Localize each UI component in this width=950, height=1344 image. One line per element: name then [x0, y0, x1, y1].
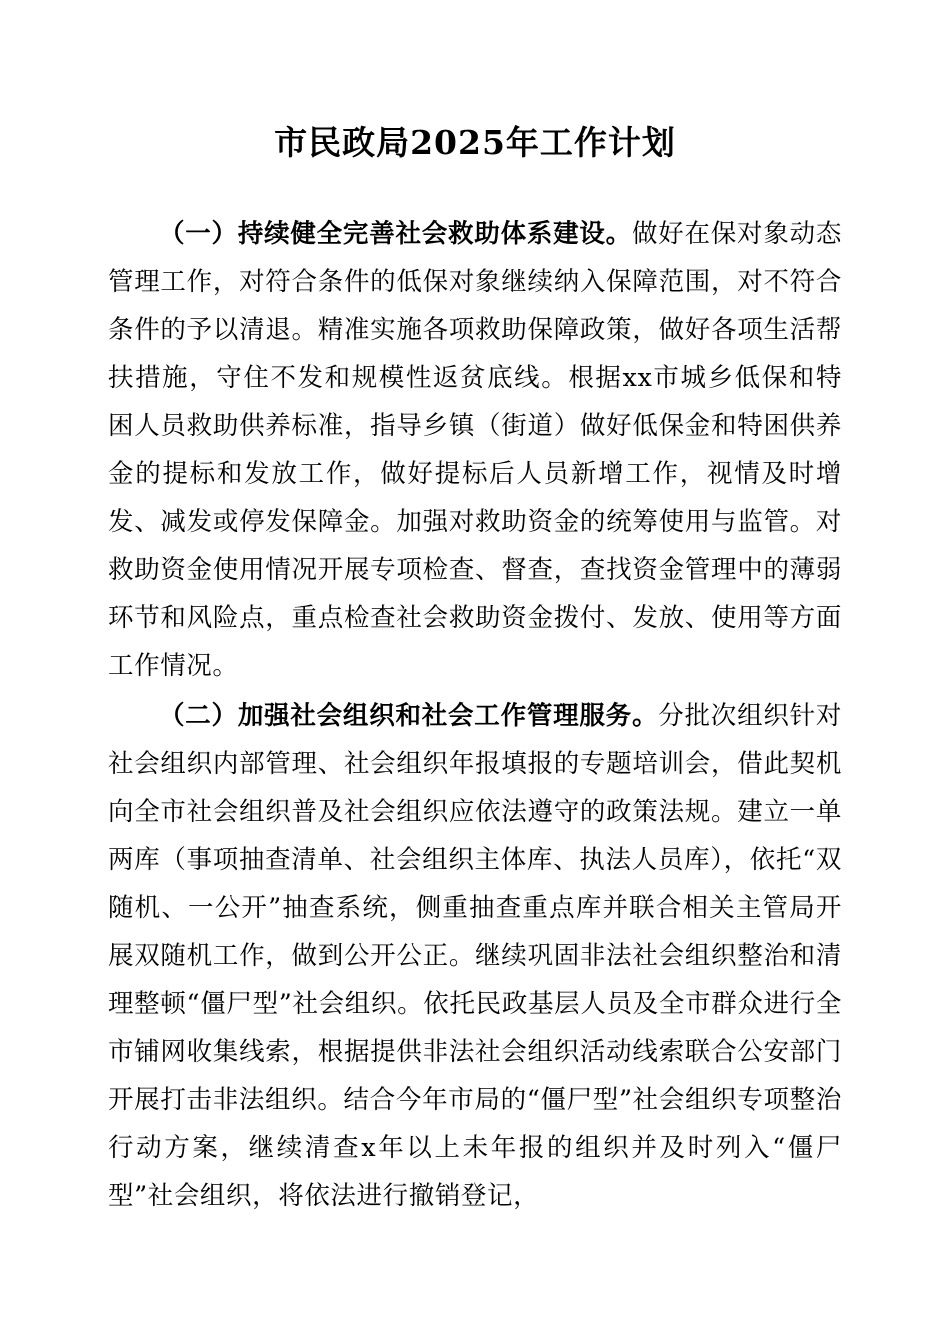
paragraph-1-lead: （一）持续健全完善社会救助体系建设。: [159, 218, 632, 249]
paragraph-2-lead: （二）加强社会组织和社会工作管理服务。: [159, 700, 659, 731]
paragraph-2: [108, 692, 842, 1220]
page-title: 市民政局2025年工作计划: [274, 123, 676, 162]
paragraph-1-body: 做好在保对象动态管理工作，对符合条件的低保对象继续纳入保障范围，对不符合条件的予以清退。精准实施各项救助保障政策，做好各项生活帮扶措施，守住不发和规模性返贫底线。根据xx市城乡低保和特困人员救助供养标准，指导乡镇（街道）做好低保金和特困供养金的提标和发放工作，做好提标后人员新增工作，视情及时增发、减发或停发保障金。加强对救助资金的统筹使用与监管。对救助资金使用情况开展专项检查、督查，查找资金管理中的薄弱环节和风险点，重点检查社会救助资金拨付、发放、使用等方面工作情况。: [108, 218, 842, 681]
paragraph-1: [108, 210, 842, 690]
paragraph-2-body: 分批次组织针对社会组织内部管理、社会组织年报填报的专题培训会，借此契机向全市社会组织普及社会组织应依法遵守的政策法规。建立一单两库（事项抽查清单、社会组织主体库、执法人员库），依托“双随机、一公开”抽查系统，侧重抽查重点库并联合相关主管局开展双随机工作，做到公开公正。继续巩固非法社会组织整治和清理整顿“僵尸型”社会组织。依托民政基层人员及全市群众进行全市铺网收集线索，根据提供非法社会组织活动线索联合公安部门开展打击非法组织。结合今年市局的“僵尸型”社会组织专项整治行动方案，继续清查x年以上未年报的组织并及时列入“僵尸型”社会组织，将依法进行撤销登记，: [108, 700, 843, 1211]
